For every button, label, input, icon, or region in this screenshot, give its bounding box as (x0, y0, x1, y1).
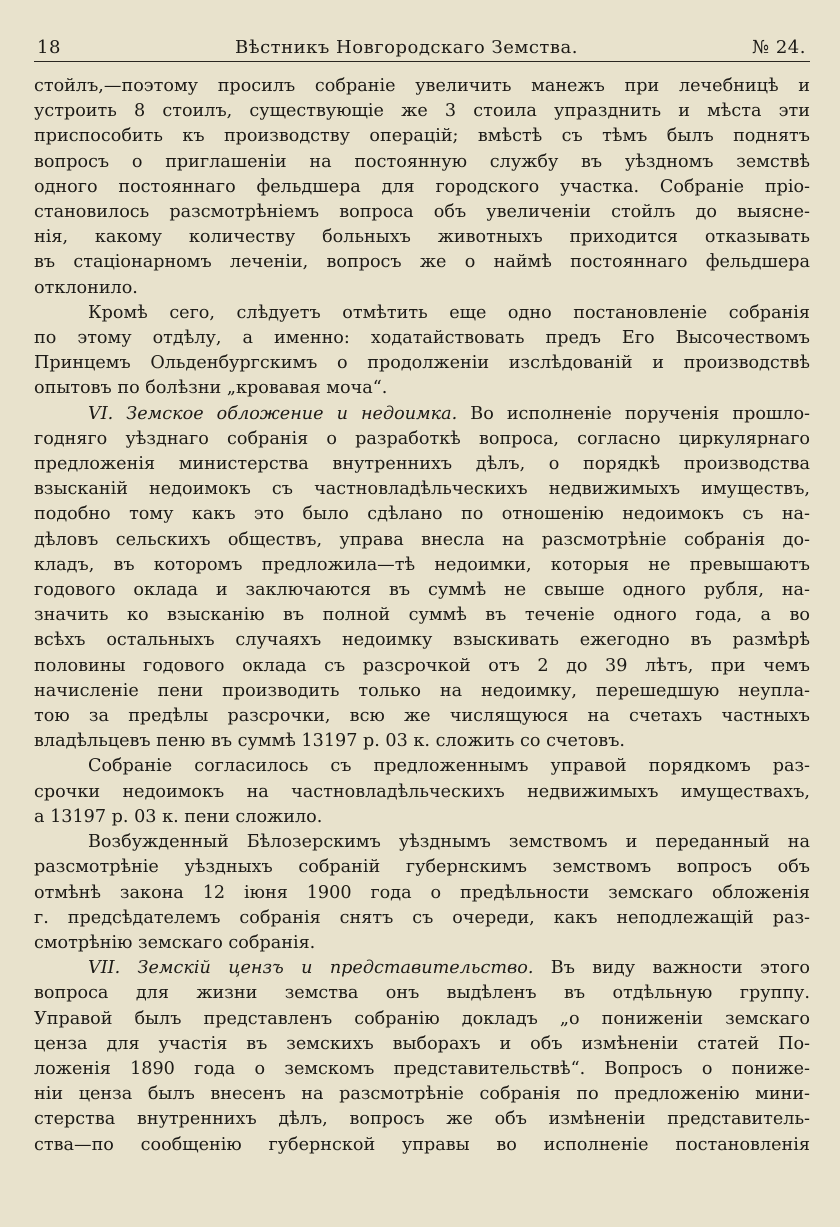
text-line (34, 477, 810, 502)
text-line (34, 276, 810, 301)
line-text: а 13197 р. 03 к. пени сложило. (34, 806, 323, 827)
line-text: подобно тому какъ это было сдѣлано по отношенію недоимокъ съ на- (34, 504, 810, 525)
line-text: ложенія 1890 года о земскомъ представительствѣ“. Вопросъ о пониже- (34, 1058, 810, 1079)
line-text: ніи ценза былъ внесенъ на разсмотрѣніе собранія по предложенію мини- (34, 1084, 810, 1105)
line-text: срочки недоимокъ на частновладѣльческихъ недвижимыхъ имуществахъ, (34, 781, 810, 802)
text-line (34, 578, 810, 603)
text-line (34, 1007, 810, 1032)
text-line (34, 225, 810, 250)
line-text: взысканій недоимокъ съ частновладѣльческихъ недвижимыхъ имуществъ, (34, 479, 810, 500)
text-line (34, 502, 810, 527)
text-line (34, 603, 810, 628)
text-line (34, 1107, 810, 1132)
text-line (34, 906, 810, 931)
text-line (34, 250, 810, 275)
line-text: Въ виду важности этого (533, 958, 811, 979)
section-heading: VI. Земское обложение и недоимка. (88, 403, 458, 424)
text-line (34, 402, 810, 427)
line-text: годового оклада и заключаются въ суммѣ не свыше одного рубля, на- (34, 580, 810, 601)
line-text: половины годового оклада съ разсрочкой отъ 2 до 39 лѣтъ, при чемъ (34, 655, 810, 676)
text-line (34, 679, 810, 704)
line-text: г. предсѣдателемъ собранія снятъ съ очереди, какъ неподлежащій раз- (34, 907, 810, 928)
text-line (34, 376, 810, 401)
line-text: становилось разсмотрѣніемъ вопроса объ увеличеніи стойлъ до выясне- (34, 202, 810, 223)
journal-title: Вѣстникъ Новгородскаго Земства. (235, 37, 578, 58)
section-heading: VII. Земскій цензъ и представительство. (88, 958, 534, 979)
line-text: разсмотрѣніе уѣздныхъ собраній губернскимъ земствомъ вопросъ объ (34, 857, 810, 878)
page-number: 18 (37, 37, 61, 58)
line-text: тою за предѣлы разсрочки, всю же числящуюся на счетахъ частныхъ (34, 706, 810, 727)
text-line (34, 1133, 810, 1158)
text-line (34, 351, 810, 376)
text-line (34, 704, 810, 729)
line-text: стойлъ,—поэтому просилъ собраніе увеличить манежъ при лечебницѣ и (34, 76, 810, 96)
line-text: годняго уѣзднаго собранія о разработкѣ вопроса, согласно циркулярнаго (34, 428, 810, 449)
line-text: дѣловъ сельскихъ обществъ, управа внесла на разсмотрѣніе собранія до- (34, 529, 810, 550)
text-line (34, 124, 810, 149)
text-line (34, 654, 810, 679)
page-body-text (34, 74, 810, 1158)
line-text: владѣльцевъ пеню въ суммѣ 13197 р. 03 к. сложить со счетовъ. (34, 731, 625, 752)
line-text: смотрѣнію земскаго собранія. (34, 932, 316, 953)
page-header (37, 22, 806, 58)
text-line (34, 74, 810, 99)
line-text: одного постояннаго фельдшера для городского участка. Собраніе пріо- (34, 176, 810, 197)
text-line (34, 452, 810, 477)
line-text: опытовъ по болѣзни „кровавая моча“. (34, 378, 388, 399)
line-text: въ стаціонарномъ леченіи, вопросъ же о наймѣ постояннаго фельдшера (34, 252, 810, 273)
line-text: Управой былъ представленъ собранію докладъ „о пониженіи земскаго (34, 1008, 810, 1029)
text-line (34, 881, 810, 906)
line-text: Во исполненіе порученія прошло- (457, 403, 810, 424)
text-line (34, 628, 810, 653)
text-line (34, 150, 810, 175)
line-text: отмѣнѣ закона 12 іюня 1900 года о предѣльности земскаго обложенія (34, 882, 810, 903)
text-line (34, 830, 810, 855)
line-text: ценза для участія въ земскихъ выборахъ и объ измѣненіи статей По- (34, 1033, 810, 1054)
line-text: приспособить къ производству операцій; вмѣстѣ съ тѣмъ былъ поднятъ (34, 126, 810, 147)
line-text: ства—по сообщенію губернской управы во исполненіе постановленія (34, 1134, 810, 1155)
line-text: нія, какому количеству больныхъ животныхъ приходится отказывать (34, 227, 810, 248)
text-line (34, 956, 810, 981)
line-text: устроить 8 стоилъ, существующіе же 3 стоила упразднить и мѣста эти (34, 101, 810, 122)
text-line (34, 528, 810, 553)
line-text: предложенія министерства внутреннихъ дѣлъ, о порядкѣ производства (34, 454, 810, 475)
line-text: кладъ, въ которомъ предложила—тѣ недоимки, которыя не превышаютъ (34, 554, 810, 575)
line-text: стерства внутреннихъ дѣлъ, вопросъ же объ измѣненіи представитель- (34, 1109, 810, 1130)
line-text: Кромѣ сего, слѣдуетъ отмѣтить еще одно постановленіе собранія (88, 302, 810, 323)
line-text: вопросъ о приглашеніи на постоянную службу въ уѣздномъ земствѣ (34, 151, 810, 172)
line-text: значить ко взысканію въ полной суммѣ въ теченіе одного года, а во (34, 605, 810, 626)
text-line (34, 553, 810, 578)
header-rule (34, 61, 810, 62)
text-line (34, 301, 810, 326)
text-line (34, 805, 810, 830)
text-line (34, 1082, 810, 1107)
text-line (34, 981, 810, 1006)
line-text: отклонило. (34, 277, 138, 298)
line-text: всѣхъ остальныхъ случаяхъ недоимку взыскивать ежегодно въ размѣрѣ (34, 630, 810, 651)
text-line (34, 326, 810, 351)
line-text: Возбужденный Бѣлозерскимъ уѣзднымъ земствомъ и переданный на (88, 832, 810, 853)
text-line (34, 427, 810, 452)
text-line (34, 855, 810, 880)
text-line (34, 1057, 810, 1082)
line-text: начисленіе пени производить только на недоимку, перешедшую неупла- (34, 680, 810, 701)
text-line (34, 99, 810, 124)
line-text: вопроса для жизни земства онъ выдѣленъ въ отдѣльную группу. (34, 983, 810, 1004)
text-line (34, 754, 810, 779)
text-line (34, 931, 810, 956)
text-line (34, 780, 810, 805)
text-line (34, 729, 810, 754)
line-text: Принцемъ Ольденбургскимъ о продолженіи изслѣдованій и производствѣ (34, 353, 810, 374)
text-line (34, 200, 810, 225)
text-line (34, 1032, 810, 1057)
issue-number: № 24. (752, 37, 806, 58)
text-line (34, 175, 810, 200)
line-text: Собраніе согласилось съ предложеннымъ управой порядкомъ раз- (88, 756, 810, 777)
line-text: по этому отдѣлу, а именно: ходатайствовать предъ Его Высочествомъ (34, 328, 810, 349)
